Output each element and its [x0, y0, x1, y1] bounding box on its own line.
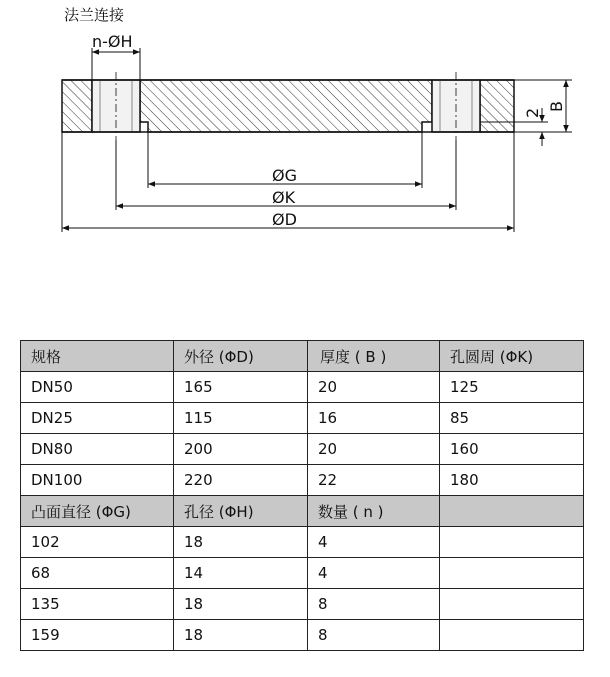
table-cell: 18 [174, 589, 308, 620]
table-cell [440, 558, 584, 589]
table-cell: 135 [21, 589, 174, 620]
table-row [21, 465, 584, 496]
table-cell: 8 [308, 620, 440, 651]
header-cell: 数量 ( n ) [308, 496, 440, 527]
header-cell: 外径 (ΦD) [174, 341, 308, 372]
table-cell [440, 589, 584, 620]
table-cell: 125 [440, 372, 584, 403]
table-row [21, 403, 584, 434]
table-cell: 22 [308, 465, 440, 496]
table-cell: 180 [440, 465, 584, 496]
table-cell: DN100 [21, 465, 174, 496]
table-cell: 18 [174, 527, 308, 558]
table-cell: 4 [308, 527, 440, 558]
table-cell: 160 [440, 434, 584, 465]
drawing-title: 法兰连接 [64, 6, 125, 24]
k-label: ØK [272, 188, 296, 207]
table-cell: DN50 [21, 372, 174, 403]
d-label: ØD [272, 210, 297, 229]
table-cell: 115 [174, 403, 308, 434]
k-dimension [116, 188, 456, 207]
left-flange-body [62, 80, 92, 132]
header-cell: 孔圆周 (ΦK) [440, 341, 584, 372]
table-header-row [21, 341, 584, 372]
header-cell: 规格 [21, 341, 174, 372]
table-cell: 8 [308, 589, 440, 620]
spec-table [20, 340, 584, 651]
header-cell: 孔径 (ΦH) [174, 496, 308, 527]
table-row [21, 589, 584, 620]
center-flange-body [140, 80, 432, 132]
hole-label: n-ØH [92, 32, 133, 51]
table-cell: DN80 [21, 434, 174, 465]
table-cell: 220 [174, 465, 308, 496]
g-label: ØG [272, 166, 297, 185]
table-cell [440, 620, 584, 651]
table-cell: 159 [21, 620, 174, 651]
table-row [21, 558, 584, 589]
table-cell: 200 [174, 434, 308, 465]
table-cell: 20 [308, 434, 440, 465]
table-cell: 85 [440, 403, 584, 434]
g-dimension [148, 166, 422, 185]
b-label: B [547, 101, 566, 112]
right-flange-body [480, 80, 514, 132]
table-row [21, 620, 584, 651]
step-label: 2 [523, 107, 542, 118]
table-cell: 16 [308, 403, 440, 434]
table-cell: 20 [308, 372, 440, 403]
table-cell: 165 [174, 372, 308, 403]
table-row [21, 372, 584, 403]
table-cell: DN25 [21, 403, 174, 434]
table-cell: 4 [308, 558, 440, 589]
flange-drawing [0, 0, 610, 300]
table-row [21, 434, 584, 465]
flange-section [62, 72, 514, 140]
table-cell: 14 [174, 558, 308, 589]
header-cell: 厚度 ( B ) [308, 341, 440, 372]
table-cell: 68 [21, 558, 174, 589]
header-cell: 凸面直径 (ΦG) [21, 496, 174, 527]
table-row [21, 527, 584, 558]
table-cell [440, 527, 584, 558]
table-cell: 18 [174, 620, 308, 651]
header-cell [440, 496, 584, 527]
table-header-row [21, 496, 584, 527]
table-cell: 102 [21, 527, 174, 558]
d-dimension [62, 210, 514, 229]
